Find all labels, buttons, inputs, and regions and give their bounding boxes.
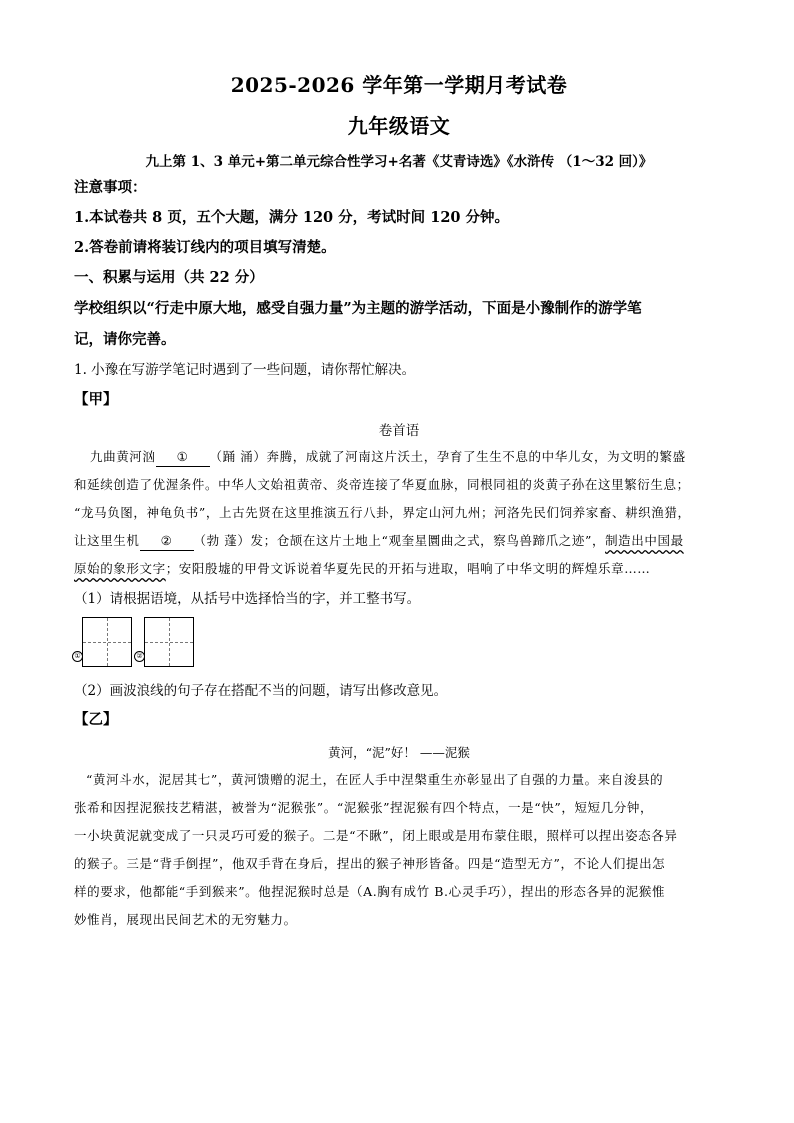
section-intro-line-1: 学校组织以“行走中原大地，感受自强力量”为主题的游学活动，下面是小豫制作的游学笔 <box>74 300 642 317</box>
yi-label: 【乙】 <box>74 711 118 728</box>
jia-title: 卷首语 <box>378 423 420 439</box>
exam-title: 2025-2026 学年第一学期月考试卷 <box>230 73 568 97</box>
writing-box-2[interactable] <box>144 617 194 667</box>
jia-line-1-start: 九曲黄河汹 <box>90 449 156 464</box>
writing-box-1-label: ① <box>72 651 83 662</box>
exam-page <box>74 68 724 934</box>
jia-line-4 <box>74 527 724 555</box>
fill-blank-1[interactable]: ① <box>156 448 210 467</box>
jia-label: 【甲】 <box>74 391 118 408</box>
yi-line-2: 张希和因捏泥猴技艺精湛，被誉为“泥猴张”。“泥猴张”捏泥猴有四个特点，一是“快”，短短几分钟， <box>74 800 654 815</box>
yi-line-1: “黄河斗水，泥居其七”，黄河馈赠的泥土，在匠人手中涅槃重生亦彰显出了自强的力量。来自浚县的 <box>86 772 664 787</box>
notice-heading: 注意事项： <box>74 179 147 196</box>
yi-passage <box>74 766 724 934</box>
section-intro-line-2: 记，请你完善。 <box>74 331 176 348</box>
jia-line-4-start: 让这里生机 <box>74 533 140 548</box>
writing-box-1[interactable] <box>82 617 132 667</box>
notice-item-1: 1.本试卷共 8 页，五个大题，满分 120 分，考试时间 120 分钟。 <box>74 209 510 226</box>
section-heading: 一、积累与运用（共 22 分） <box>74 269 264 286</box>
notice-item-2: 2.答卷前请将装订线内的项目填写清楚。 <box>74 239 336 256</box>
sub-question-2: （2）画波浪线的句子存在搭配不当的问题，请写出修改意见。 <box>74 683 448 699</box>
jia-line-5-end: ；安阳殷墟的甲骨文诉说着华夏先民的开拓与进取，唱响了中华文明的辉煌乐章…… <box>165 561 651 576</box>
jia-line-1-end: （踊 涌）奔腾，成就了河南这片沃土，孕育了生生不息的中华儿女，为文明的繁盛 <box>209 449 686 464</box>
fill-blank-2[interactable]: ② <box>140 532 194 551</box>
jia-line-5 <box>74 555 724 583</box>
jia-line-3: “龙马负图，神龟负书”，上古先贤在这里推演五行八卦，界定山河九州；河洛先民们饲养家畜、耕织渔猎， <box>74 505 691 520</box>
jia-line-2: 和延续创造了优渥条件。中华人文始祖黄帝、炎帝连接了华夏血脉，同根同祖的炎黄子孙在这里繁衍生息； <box>74 477 690 492</box>
wavy-sentence-part-1: 制造出中国最 <box>605 533 684 548</box>
yi-line-4: 的猴子。三是“背手倒捏”，他双手背在身后，捏出的猴子神形皆备。四是“造型无方”，不论人们提出怎 <box>74 856 666 871</box>
wavy-sentence-part-2: 原始的象形文字 <box>74 561 166 576</box>
yi-line-3: 一小块黄泥就变成了一只灵巧可爱的猴子。二是“不瞅”，闭上眼或是用布蒙住眼，照样可以捏出姿态各异 <box>74 828 678 843</box>
jia-line-4-mid: （勃 蓬）发；仓颉在这片土地上“观奎星圜曲之式，察鸟兽蹄爪之迹”， <box>193 533 606 548</box>
sub-question-1: （1）请根据语境，从括号中选择恰当的字，并工整书写。 <box>74 591 421 607</box>
jia-passage <box>74 443 724 583</box>
yi-line-6: 妙惟肖，展现出民间艺术的无穷魅力。 <box>74 912 297 927</box>
exam-subtitle: 九年级语文 <box>347 114 451 138</box>
writing-box-2-label: ② <box>134 651 145 662</box>
question-1-text: 1. 小豫在写游学笔记时遇到了一些问题，请你帮忙解决。 <box>74 362 416 378</box>
jia-line-1 <box>74 443 724 471</box>
writing-boxes <box>74 617 724 673</box>
exam-scope: 九上第 1、3 单元+第二单元综合性学习+名著《艾青诗选》《水浒传 （1～32 回）》 <box>145 154 653 170</box>
yi-title: 黄河，“泥”好！ ——泥猴 <box>328 745 470 760</box>
yi-line-5: 样的要求，他都能“手到猴来”。他捏泥猴时总是（A.胸有成竹 B.心灵手巧），捏出的形态各异的泥猴惟 <box>74 884 666 899</box>
